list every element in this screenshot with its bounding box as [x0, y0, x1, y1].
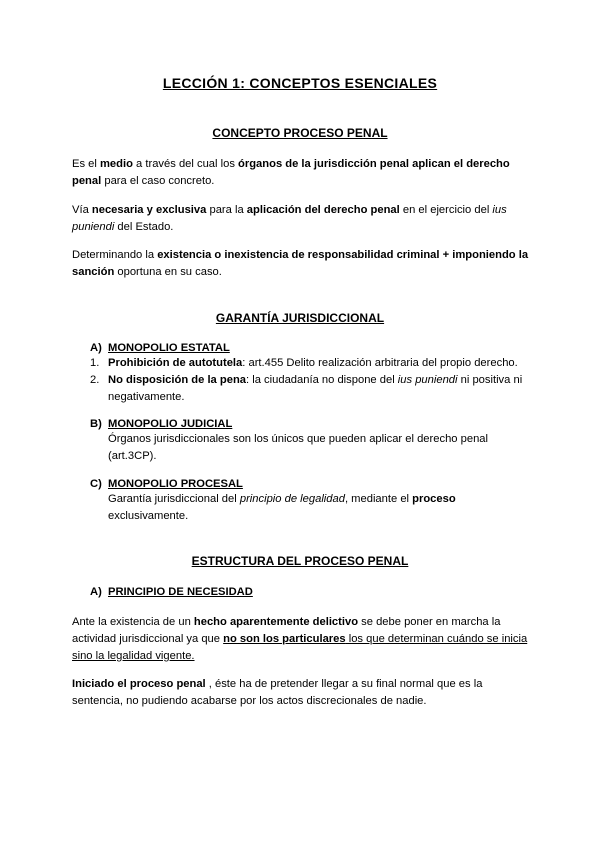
paragraph-line: exclusivamente.: [108, 510, 189, 522]
bold-text: existencia o inexistencia de responsabilidad criminal + imponiendo la: [157, 249, 529, 261]
section-heading-garantia: GARANTÍA JURISDICCIONAL: [215, 311, 385, 325]
subheading-title: MONOPOLIO PROCESAL: [108, 478, 243, 490]
list-item: [90, 371, 522, 389]
subheading-principio-necesidad: [90, 586, 253, 598]
underlined-text: los que determinan cuándo se inicia: [345, 633, 528, 645]
subheading-monopolio-judicial: [90, 418, 232, 430]
paragraph-line: [72, 201, 507, 219]
italic-text: principio de legalidad: [239, 493, 345, 505]
italic-text: ius puniendi: [397, 374, 458, 386]
list-number: 1.: [90, 357, 100, 369]
list-item-continuation: negativamente.: [108, 391, 185, 403]
subheading-title: MONOPOLIO JUDICIAL: [108, 418, 233, 430]
text: para el caso concreto.: [101, 175, 215, 187]
text: ni positiva ni: [457, 374, 523, 386]
text: del Estado.: [114, 221, 174, 233]
section-heading-estructura: ESTRUCTURA DEL PROCESO PENAL: [191, 554, 409, 568]
bold-text: penal: [72, 175, 102, 187]
text: para la: [206, 204, 247, 216]
bold-text: No disposición de la pena: [108, 374, 247, 386]
text: , mediante el: [344, 493, 413, 505]
text: Vía: [72, 204, 92, 216]
bold-text: proceso: [412, 493, 456, 505]
text: a través del cual los: [132, 158, 239, 170]
underlined-text: sino la legalidad vigente.: [72, 650, 195, 662]
paragraph-line: (art.3CP).: [108, 450, 157, 462]
bold-text: medio: [99, 158, 133, 170]
list-number: 2.: [90, 374, 100, 386]
bold-text: hecho aparentemente delictivo: [193, 616, 359, 628]
paragraph-line: sentencia, no pudiendo acabarse por los actos discrecionales de nadie.: [72, 695, 427, 707]
list-label: A): [90, 342, 102, 354]
paragraph-line: [108, 490, 456, 508]
italic-text: ius: [492, 204, 507, 216]
text: en el ejercicio del: [399, 204, 493, 216]
text: oportuna en su caso.: [114, 266, 222, 278]
bold-text: necesaria y exclusiva: [91, 204, 207, 216]
paragraph-line: [72, 630, 527, 648]
text: : la ciudadanía no dispone del: [246, 374, 398, 386]
paragraph-line: [72, 263, 222, 281]
page-title: LECCIÓN 1: CONCEPTOS ESENCIALES: [162, 75, 438, 91]
bold-text: Iniciado el proceso penal: [72, 678, 206, 690]
italic-text: puniendi: [72, 221, 115, 233]
text: actividad jurisdiccional ya que: [72, 633, 224, 645]
bold-text: aplicación del derecho penal: [246, 204, 400, 216]
bold-text: órganos de la jurisdicción penal aplican el derecho: [238, 158, 510, 170]
text: Ante la existencia de un: [72, 616, 194, 628]
subheading-title: PRINCIPIO DE NECESIDAD: [108, 586, 253, 598]
paragraph-line: [72, 172, 214, 190]
subheading-monopolio-procesal: [90, 478, 243, 490]
list-label: B): [90, 418, 102, 430]
paragraph-line: [72, 218, 173, 236]
paragraph-line: [72, 155, 510, 173]
bold-underlined-text: no son los particulares: [223, 633, 346, 645]
bold-text: sanción: [72, 266, 115, 278]
text: : art.455 Delito realización arbitraria del propio derecho.: [242, 357, 518, 369]
list-item: [90, 354, 518, 372]
bold-text: Prohibición de autotutela: [108, 357, 243, 369]
paragraph-line: [72, 613, 500, 631]
text: Determinando la: [72, 249, 158, 261]
text: Garantía jurisdiccional del: [108, 493, 240, 505]
subheading-title: MONOPOLIO ESTATAL: [108, 342, 230, 354]
text: , éste ha de pretender llegar a su final normal que es la: [205, 678, 483, 690]
list-label: A): [90, 586, 102, 598]
text: Es el: [72, 158, 100, 170]
paragraph-line: [72, 246, 528, 264]
subheading-monopolio-estatal: [90, 342, 230, 354]
paragraph-line: [72, 647, 195, 665]
text: se debe poner en marcha la: [358, 616, 501, 628]
section-heading-concepto: CONCEPTO PROCESO PENAL: [212, 126, 388, 140]
paragraph-line: [72, 675, 482, 693]
list-label: C): [90, 478, 102, 490]
paragraph-line: Órganos jurisdiccionales son los únicos que pueden aplicar el derecho penal: [108, 433, 488, 445]
